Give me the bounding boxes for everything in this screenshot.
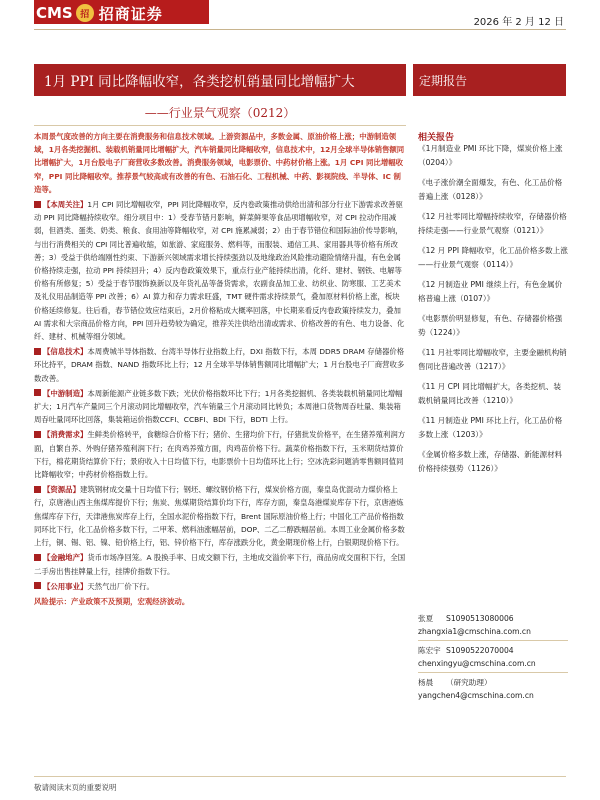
analyst-name: 陈宏宇 [418, 646, 441, 655]
analyst-row [418, 612, 568, 625]
related-report-link[interactable]: 《11 月制造业 PMI 环比上行，化工品价格多数上涨（1203）》 [418, 416, 563, 439]
analyst-email[interactable]: chenxingyu@cmschina.com.cn [418, 659, 536, 668]
section-text: 本周新能源产业链多数下跌；光伏价格指数环比下行；1月各类挖掘机、各类装载机销量同比增幅扩大；1月汽车产量同三个月滚动同比增幅收窄，汽车销量三个月滚动同比转负；本周港口货物周吞吐量、集装箱周吞吐量同环比回落，集装箱运价指数CCFI、CCBFI、BDI 下行，BDTI 上行。 [34, 388, 403, 425]
header-divider [34, 29, 566, 30]
section-text: 天然气出厂价下行。 [87, 581, 154, 591]
summary-paragraph: 本周景气度改善的方向主要在消费服务和信息技术领域。上游资源品中，多数金属、原油价格上涨；中游制造领域，1月各类挖掘机、装载机销量同比增幅扩大，汽车销量同比降幅收窄，信息技术中，12月全球半导体销售额同比增幅扩大，1月台股电子厂商营收多数改善。消费服务领域，电影票价、中药材价格上涨。1月 CPI 同比增幅收窄，PPI 同比降幅收窄。推荐景气较高或有改善的有色、石油石化、工程机械、中药、影视院线、半导体、IC 制造等。 [34, 132, 405, 194]
analyst-row [418, 676, 568, 689]
subtitle-divider [34, 125, 406, 126]
analyst-email[interactable]: zhangxia1@cmschina.com.cn [418, 627, 531, 636]
analyst-divider [418, 672, 568, 673]
main-content [34, 130, 406, 608]
footer-note: 敬请阅读末页的重要说明 [34, 783, 117, 792]
related-report-link[interactable]: 《电影票价明显修复，有色、存储器价格强势（1224）》 [418, 314, 563, 337]
section-tag: 【信息技术】 [43, 347, 88, 357]
section-paragraph [34, 580, 406, 593]
related-report-link[interactable]: 《11 月 CPI 同比增幅扩大，各类挖机、装载机销量同比改善（1210）》 [418, 382, 561, 405]
analyst-id: S1090513080006 [446, 614, 514, 623]
bullet-square-icon [34, 554, 41, 561]
analyst-name: 张夏 [418, 614, 434, 623]
footer-divider [34, 776, 566, 777]
section-tag: 【金融地产】 [43, 553, 88, 563]
related-reports-list [418, 142, 568, 482]
section-paragraph [34, 345, 406, 385]
section-text: 生鲜类价格转平，食糖综合价格下行；猪价、生猪均价下行，仔猪批发价格平，在生猪养殖利润方面，自繁自养、外购仔猪养殖利润下行；在肉鸡养殖方面，肉鸡苗价格下行。蔬菜价格指数下行，玉米期货结算价下行，棉花期货结算价下行；景府收入十日均值下行，电影票价十日均值环比上行；空冰洗彩问题消零售额同值同比降幅收窄；中药材价格指数上行。 [34, 430, 406, 480]
logo-chinese-name: 招商证券 [98, 4, 163, 23]
section-paragraph [34, 551, 406, 577]
section-paragraph [34, 198, 406, 343]
section-text: 建筑钢材成交量十日均值下行；钢坯、螺纹钢价格下行，煤炭价格方面，秦皇岛优混动力煤价格上行，京唐港山西主焦煤库提价下行；焦炭、焦煤期货结算价均下行，库存方面，秦皇岛港煤炭库存下行，京唐港炼焦煤库存下行，天津港焦炭库存上行，全国水泥价格指数下行，Brent 国际原油价格上行；中国化工产品价格指数同环比下行，化工品价格多数下行，二甲苯、燃料油涨幅居前，DOP、二乙二醇跌幅居前。本周工业金属价格多数上行，铜、锡、铝、镍、铅价格上行，铝、锌价格下行，库存涨跌分化，黄金期现价格上行，白银期现价格下行。 [34, 485, 405, 548]
report-title: 1月 PPI 同比降幅收窄，各类挖机销量同比增幅扩大 [34, 64, 406, 96]
bullet-square-icon [34, 201, 41, 208]
analyst-row [418, 644, 568, 657]
section-tag: 【中游制造】 [43, 388, 88, 398]
section-paragraph [34, 483, 406, 549]
report-subtitle: ——行业景气观察（0212） [144, 106, 296, 120]
risk-warning: 风险提示：产业政策不及预期，宏观经济波动。 [34, 596, 190, 606]
logo-mark-icon: 招 [76, 4, 94, 22]
related-report-link[interactable]: 《11 月社零同比增幅收窄，主要金融机构销售同比普遍改善（1217）》 [418, 348, 567, 371]
related-report-link[interactable]: 《1月制造业 PMI 环比下降，煤炭价格上涨（0204）》 [418, 144, 563, 167]
section-paragraph [34, 428, 406, 481]
analyst-email[interactable]: yangchen4@cmschina.com.cn [418, 691, 534, 700]
bullet-square-icon [34, 348, 41, 355]
report-type-banner: 定期报告 [413, 64, 566, 96]
analyst-block [418, 612, 568, 702]
section-text: 1月 CPI 同比增幅收窄，PPI 同比降幅收窄，反内卷政策推动供给出清和部分行业下游需求改善驱动 PPI 同比降幅持续收窄。细分项目中：1）受春节错月影响，鲜菜鲜果等食品项增幅收窄，对 CPI 拉动作用减弱，但酒类、蛋类、奶类、粮食、食用油等降幅收窄，对 CPI 施累减弱；2）由于春节错位和国际油价传导影响，与出行消费相关的 CPI 同比普遍收缩，如旅游、家庭服务、燃料等，而服装、通信工具、家用器具等价格有所改善；3）受益于供给端刚性约束、下游新兴领域需求增长持续强劲以及地缘政治风险推动避险情绪升温，有色金属价格持续走强，拉动 PPI 持续回升；4）反内卷政策效果下，重点行业产能持续出清，化纤、建材、钢铁、电解等价格有所修复；5）受益于春节服饰换新以及年货礼品等备货需求，农副食品加工业、纺织业、防寒服、工艺美术及礼仪用品制造等 PPI 改善；6）AI 算力和存力需求旺盛，TMT 硬件需求持续景气，叠加原材料价格上涨，板块价格延续修复。往后看，春节错位效应结束后，2月价格粘成大概率回落，中长期来看反内卷政策持续发力，叠加 AI 需求和大宗商品价格方向，PPI 回升趋势较为确定，推荐关注供给出清或需求、价格改善的有色、电力设备、化纤、建材、机械等细分领域。 [34, 200, 405, 342]
analyst-divider [418, 640, 568, 641]
section-tag: 【本周关注】 [43, 200, 88, 210]
company-logo [36, 3, 163, 23]
bullet-square-icon [34, 389, 41, 396]
analyst-id: （研究助理） [446, 678, 492, 687]
related-report-link[interactable]: 《12 月社零同比增幅持续收窄，存储器价格持续走强——行业景气观察（0121）》 [418, 212, 567, 235]
related-reports-heading: 相关报告 [418, 133, 455, 143]
bullet-square-icon [34, 486, 41, 493]
bullet-square-icon [34, 431, 41, 438]
section-paragraph [34, 387, 406, 427]
section-tag: 【资源品】 [43, 485, 80, 495]
related-report-link[interactable]: 《电子涨价潮全面爆发，有色、化工品价格普遍上涨（0128）》 [418, 178, 563, 201]
report-date: 2026 年 2 月 12 日 [473, 17, 564, 28]
logo-text: CMS [36, 4, 73, 22]
related-report-link[interactable]: 《金属价格多数上涨，存储器、新能源材料价格持续强势（1126）》 [418, 450, 563, 473]
analyst-name: 杨晨 [418, 678, 434, 687]
section-tag: 【公用事业】 [43, 581, 88, 591]
related-report-link[interactable]: 《12 月 PPI 降幅收窄，化工品价格多数上涨——行业景气观察（0114）》 [418, 246, 568, 269]
section-text: 本周费城半导体指数、台湾半导体行业指数上行，DXI 指数下行，本周 DDR5 DRAM 存储器价格环比持平，DRAM 指数、NAND 指数环比上行；12 月全球半导体销售额同比增幅扩大；1 月台股电子厂商营收多数改善。 [34, 347, 405, 383]
related-report-link[interactable]: 《12 月制造业 PMI 继续上行，有色金属价格普遍上涨（0107）》 [418, 280, 563, 303]
section-tag: 【消费需求】 [43, 430, 88, 440]
bullet-square-icon [34, 582, 41, 589]
analyst-id: S1090522070004 [446, 646, 514, 655]
section-text: 货币市场净回笼。A 股换手率、日成交额下行，主地成交溢价率下行，商品房成交面积下行，全国二手房出售挂牌量上行，挂牌价指数下行。 [34, 553, 406, 576]
